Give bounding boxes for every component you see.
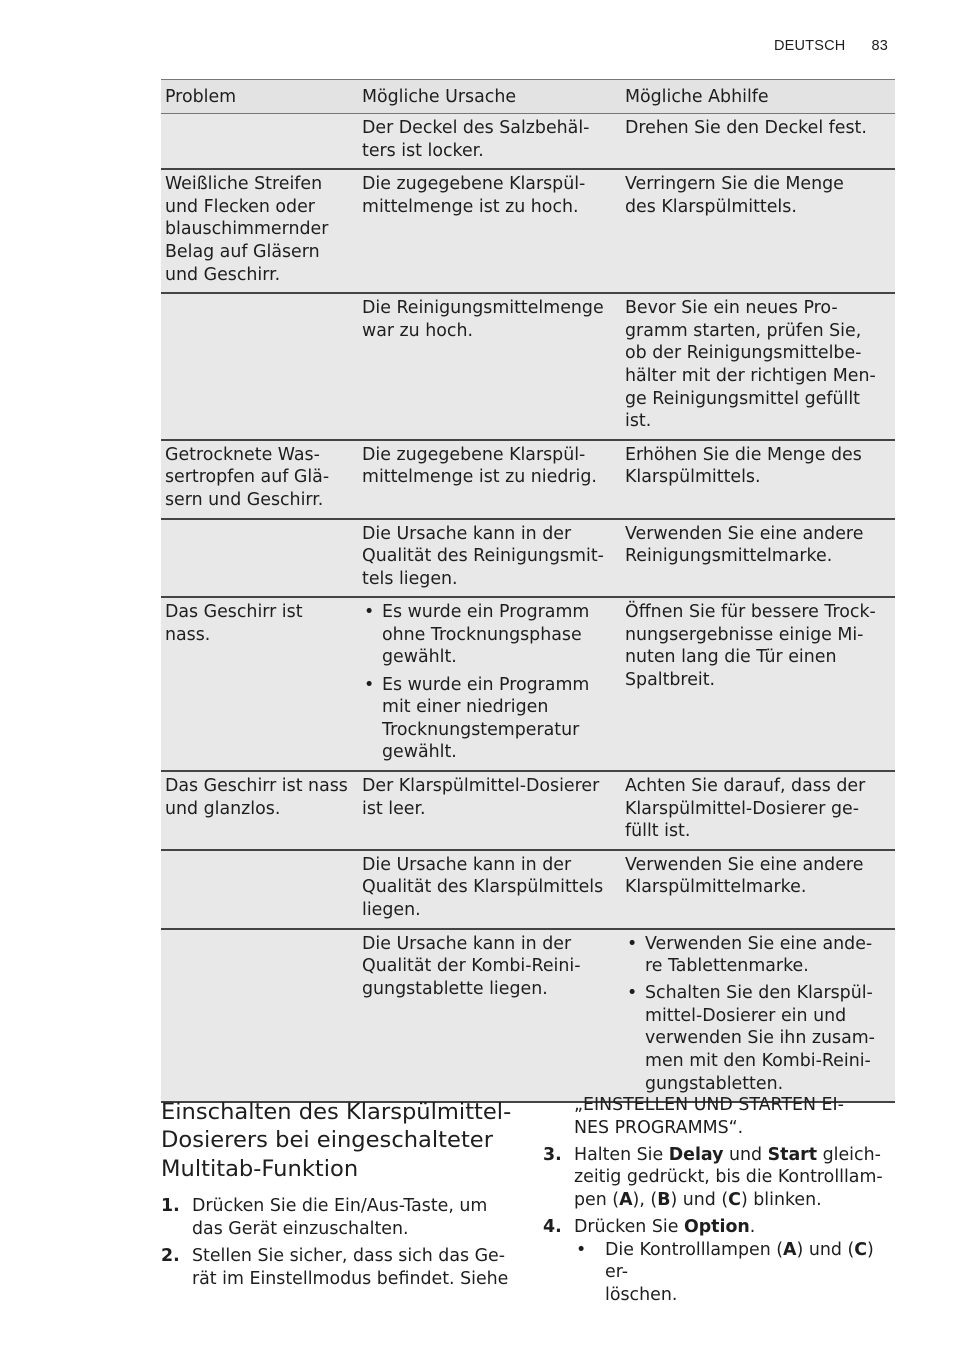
text-run: .	[749, 1216, 756, 1237]
cell-cause	[358, 597, 621, 771]
troubleshooting-table	[161, 79, 895, 1103]
cell-problem: Das Geschirr ist nass und glanzlos.	[161, 771, 358, 850]
step-4-sub-list	[574, 1239, 895, 1307]
start-button-label: Start	[767, 1144, 818, 1165]
table-row	[161, 169, 895, 293]
cell-remedy: Öffnen Sie für bessere Trock- nungsergebnisse einige Mi- nuten lang die Tür einen Spaltbreit.	[621, 597, 895, 771]
cell-remedy: Verringern Sie die Menge des Klarspülmittels.	[621, 169, 895, 293]
header-problem: Problem	[161, 80, 358, 114]
step-text: Stellen Sie sicher, dass sich das Ge- rät im Einstellmodus befindet. Siehe	[192, 1245, 509, 1289]
cell-problem	[161, 850, 358, 929]
cell-remedy	[621, 929, 895, 1103]
steps-list-left	[161, 1195, 516, 1290]
cell-cause: Der Deckel des Salzbehäl- ters ist locker.	[358, 114, 621, 170]
step-1	[161, 1195, 516, 1240]
table-header-row	[161, 80, 895, 114]
step-2-continued: „EINSTELLEN UND STARTEN EI- NES PROGRAMMS“.	[574, 1095, 844, 1138]
text-run: ) und (	[670, 1189, 729, 1210]
cell-cause: Die zugegebene Klarspül- mittelmenge ist zu hoch.	[358, 169, 621, 293]
text-run: ), (	[632, 1189, 658, 1210]
header-remedy: Mögliche Abhilfe	[621, 80, 895, 114]
bullet-item	[574, 1239, 895, 1307]
step-text	[574, 1217, 755, 1237]
step-4	[543, 1216, 895, 1306]
right-column	[543, 1094, 895, 1306]
bullet-item: • Es wurde ein Programm ohne Trocknungsphase gewählt.	[362, 601, 617, 669]
text-run: ) er- löschen.	[605, 1239, 874, 1305]
cell-problem: Das Geschirr ist nass.	[161, 597, 358, 771]
table-row	[161, 293, 895, 440]
bullet-item: • Verwenden Sie eine ande- re Tablettenmarke.	[625, 933, 885, 978]
table-row	[161, 771, 895, 850]
table-row	[161, 440, 895, 519]
left-column	[161, 1094, 516, 1290]
step-text: Drücken Sie die Ein/Aus-Taste, um das Gerät einzuschalten.	[192, 1196, 488, 1239]
section-title: Einschalten des Klarspülmittel- Dosierers bei eingeschalteter Multitab-Funktion	[161, 1099, 512, 1182]
lamp-c-label: C	[854, 1239, 867, 1260]
cell-problem	[161, 114, 358, 170]
cell-problem	[161, 293, 358, 440]
text-run: gleich- zeitig gedrückt, bis die Kontrolllam- pen (	[574, 1144, 883, 1210]
bullet-item: • Es wurde ein Programm mit einer niedrigen Trocknungstemperatur gewählt.	[362, 674, 617, 764]
table-row	[161, 519, 895, 598]
cell-problem: Getrocknete Was- sertropfen auf Glä- sern und Geschirr.	[161, 440, 358, 519]
cell-remedy: Verwenden Sie eine andere Reinigungsmittelmarke.	[621, 519, 895, 598]
cell-remedy: Verwenden Sie eine andere Klarspülmittelmarke.	[621, 850, 895, 929]
cell-remedy: Bevor Sie ein neues Pro- gramm starten, prüfen Sie, ob der Reinigungsmittelbe- hälter mit der richtigen Men- ge Reinigungsmittel gefüllt ist.	[621, 293, 895, 440]
page-number: 83	[871, 38, 888, 54]
page-header	[774, 38, 888, 54]
text-run: ) blinken.	[740, 1189, 822, 1210]
step-text	[574, 1145, 883, 1210]
cell-cause: Die Ursache kann in der Qualität der Kombi-Reini- gungstablette liegen.	[358, 929, 621, 1103]
step-number: 4.	[543, 1216, 562, 1237]
steps-list-right	[543, 1144, 895, 1307]
cell-cause: Die Ursache kann in der Qualität des Klarspülmittels liegen.	[358, 850, 621, 929]
step-number: 1.	[161, 1196, 180, 1217]
cell-remedy: Drehen Sie den Deckel fest.	[621, 114, 895, 170]
cell-problem	[161, 519, 358, 598]
step-2	[161, 1245, 516, 1290]
cell-problem	[161, 929, 358, 1103]
option-button-label: Option	[683, 1216, 750, 1237]
cell-remedy: Achten Sie darauf, dass der Klarspülmittel-Dosierer ge- füllt ist.	[621, 771, 895, 850]
lamp-c-label: C	[728, 1189, 741, 1210]
step-number: 3.	[543, 1144, 562, 1165]
cell-cause: Die Ursache kann in der Qualität des Reinigungsmit- tels liegen.	[358, 519, 621, 598]
text-run: ) und (	[796, 1239, 855, 1260]
text-run: und	[723, 1144, 768, 1165]
cell-remedy: Erhöhen Sie die Menge des Klarspülmittels.	[621, 440, 895, 519]
cell-cause: Der Klarspülmittel-Dosierer ist leer.	[358, 771, 621, 850]
bullet-item: • Schalten Sie den Klarspül- mittel-Dosierer ein und verwenden Sie ihn zusam- men mit den Kombi-Reini- gungstabletten.	[625, 982, 885, 1095]
cell-cause: Die Reinigungsmittelmenge war zu hoch.	[358, 293, 621, 440]
header-cause: Mögliche Ursache	[358, 80, 621, 114]
step-3	[543, 1144, 895, 1212]
lamp-a-label: A	[783, 1239, 797, 1260]
table-row	[161, 597, 895, 771]
text-run: Halten Sie	[574, 1144, 669, 1165]
table-row	[161, 850, 895, 929]
lamp-b-label: B	[657, 1189, 671, 1210]
text-run: Drücken Sie	[574, 1216, 684, 1237]
cause-bullet-list	[362, 601, 617, 764]
step-number: 2.	[161, 1245, 180, 1266]
cell-problem: Weißliche Streifen und Flecken oder blauschimmernder Belag auf Gläsern und Geschirr.	[161, 169, 358, 293]
text-run: Die Kontrolllampen (	[605, 1239, 784, 1260]
lamp-a-label: A	[619, 1189, 633, 1210]
table-row	[161, 114, 895, 170]
delay-button-label: Delay	[668, 1144, 724, 1165]
remedy-bullet-list	[625, 933, 885, 1096]
cell-cause: Die zugegebene Klarspül- mittelmenge ist zu niedrig.	[358, 440, 621, 519]
table-row	[161, 929, 895, 1103]
header-language: DEUTSCH	[773, 38, 846, 54]
